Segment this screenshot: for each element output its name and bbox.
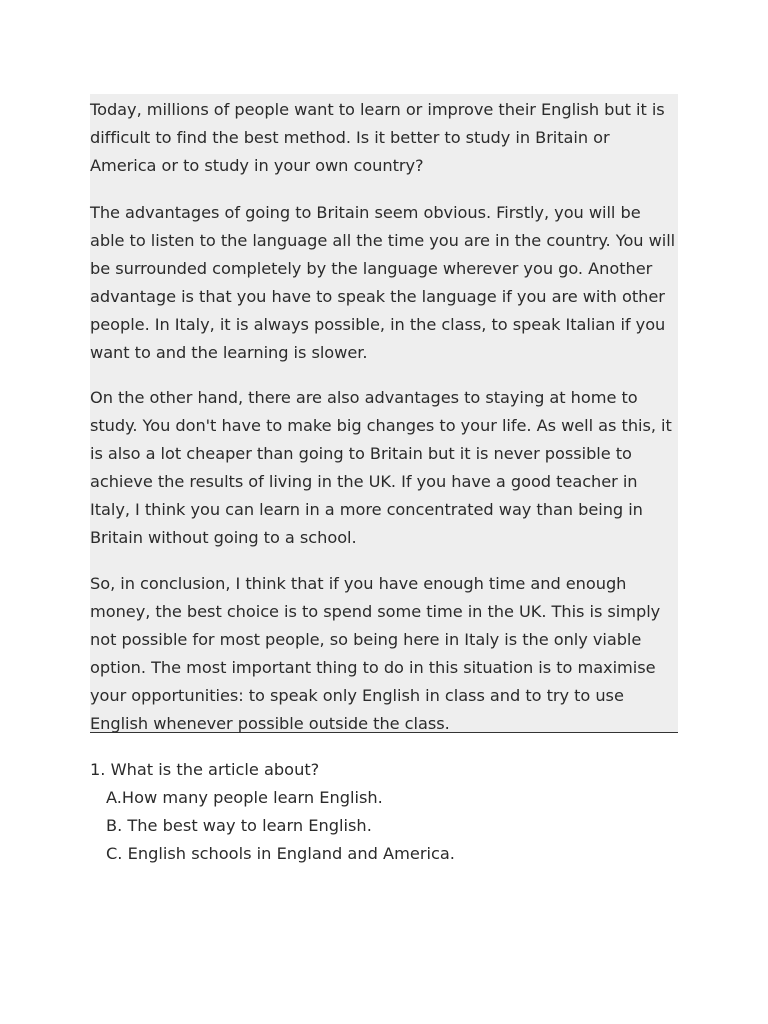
article-paragraph-3: On the other hand, there are also advantages to staying at home to study. You don't have to make big changes to your life. As well as this, it is also a lot cheaper than going to Britain but it is never possible to achieve the results of living in the UK. If you have a good teacher in Italy, I think you can learn in a more concentrated way than being in Britain without going to a school. bbox=[90, 388, 672, 547]
quiz-section bbox=[90, 756, 650, 868]
article-paragraph-2: The advantages of going to Britain seem obvious. Firstly, you will be able to listen to the language all the time you are in the country. You will be surrounded completely by the language wherever you go. Another advantage is that you have to speak the language if you are with other people. In Italy, it is always possible, in the class, to speak Italian if you want to and the learning is slower. bbox=[90, 203, 676, 362]
quiz-question: 1. What is the article about? bbox=[90, 760, 320, 779]
quiz-option-c: C. English schools in England and America. bbox=[106, 844, 455, 863]
article-paragraph-4: So, in conclusion, I think that if you have enough time and enough money, the best choice is to spend some time in the UK. This is simply not possible for most people, so being here in Italy is the only viable option. The most important thing to do in this situation is to maximise your opportunities: to speak only English in class and to try to use English whenever possible outside the class. bbox=[90, 574, 661, 733]
quiz-option-a: A.How many people learn English. bbox=[106, 788, 383, 807]
quiz-option-b: B. The best way to learn English. bbox=[106, 816, 372, 835]
article-paragraph-1: Today, millions of people want to learn or improve their English but it is difficult to find the best method. Is it better to study in Britain or America or to study in your own country? bbox=[90, 100, 665, 175]
